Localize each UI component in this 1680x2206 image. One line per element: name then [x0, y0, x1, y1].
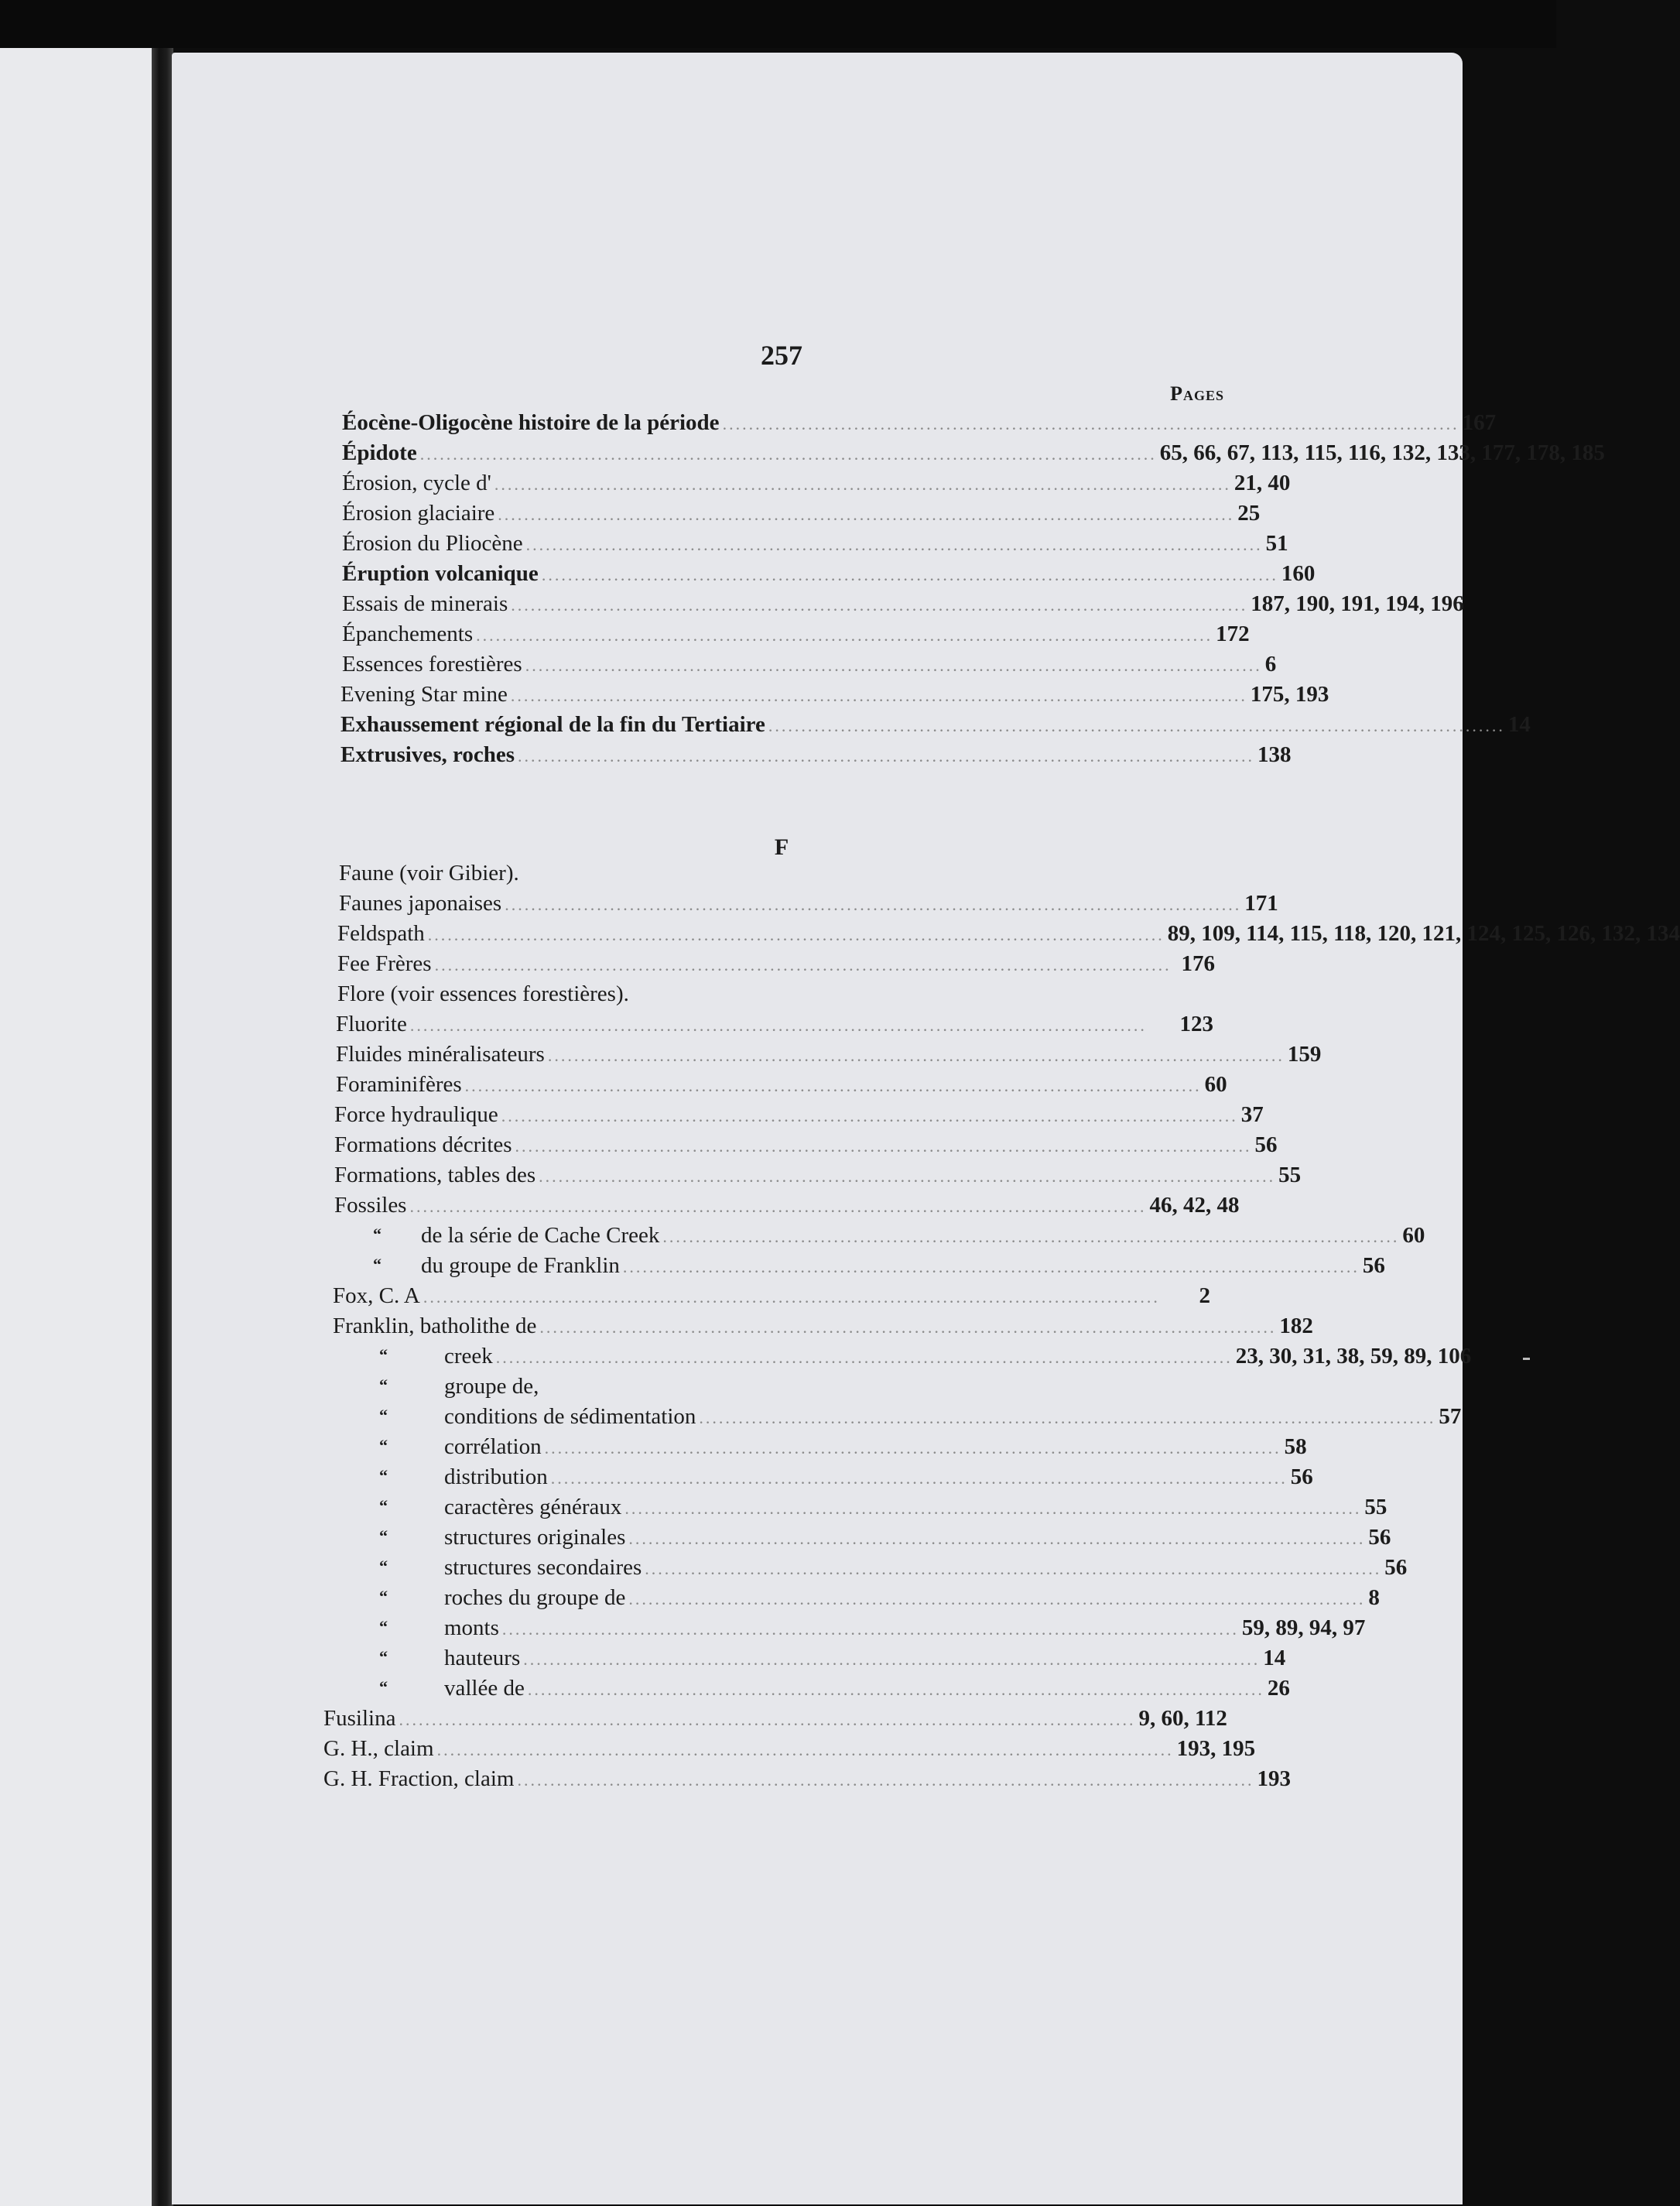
- scan-mark: [1523, 1358, 1530, 1360]
- entry-label: Érosion, cycle d': [342, 471, 491, 495]
- index-entry: [444, 1585, 1380, 1613]
- entry-pages: 176: [1181, 951, 1215, 976]
- index-entry: [340, 742, 1292, 770]
- dot-leader: ................................................................................................................: [501, 1106, 1238, 1125]
- entry-pages: 123: [1179, 1012, 1213, 1036]
- entry-pages: 51: [1265, 531, 1288, 556]
- entry-pages: 65, 66, 67, 113, 115, 116, 132, 133, 177, 178, 185: [1159, 440, 1605, 465]
- facing-page-edge: [0, 48, 152, 2206]
- index-entry: [342, 410, 1497, 438]
- entry-label: corrélation: [444, 1434, 542, 1459]
- dot-leader: ................................................................................................................: [505, 895, 1242, 914]
- entry-label: vallée de: [444, 1676, 525, 1701]
- dot-leader: ................................................................................................................: [399, 1710, 1136, 1729]
- entry-label: Exhaussement régional de la fin du Tertiaire: [340, 712, 765, 737]
- dot-leader: ................................................................................................................: [510, 686, 1247, 705]
- index-entry: [337, 981, 1215, 1009]
- dot-leader: ................................................................................................................: [517, 1770, 1254, 1790]
- dot-leader: ................................................................................................................: [628, 1589, 1366, 1608]
- entry-pages: 55: [1364, 1495, 1387, 1519]
- page-number: 257: [761, 340, 802, 371]
- ditto-mark: “: [379, 1345, 388, 1365]
- entry-pages: 138: [1257, 742, 1292, 767]
- entry-label: Flore (voir essences forestières).: [337, 981, 629, 1006]
- dot-leader: ................................................................................................................: [476, 625, 1213, 645]
- entry-label: structures originales: [444, 1525, 626, 1550]
- dot-leader: ................................................................................................................: [525, 656, 1262, 675]
- ditto-mark: “: [379, 1617, 388, 1636]
- entry-pages: 160: [1281, 561, 1316, 586]
- index-entry: [334, 1102, 1264, 1130]
- entry-label: roches du groupe de: [444, 1585, 626, 1610]
- index-entry: [333, 1283, 1210, 1311]
- index-entry: [444, 1404, 1462, 1432]
- dot-leader: ................................................................................................................: [501, 1619, 1239, 1639]
- pages-column-heading: Pages: [1170, 382, 1224, 405]
- dot-leader: ................................................................................................................: [699, 1408, 1436, 1427]
- index-entry: [334, 1132, 1278, 1160]
- index-entry: [342, 501, 1261, 529]
- dot-leader: ................................................................................................................: [525, 535, 1263, 554]
- entry-pages: 55: [1278, 1163, 1302, 1187]
- entry-pages: 58: [1284, 1434, 1307, 1459]
- index-entry: [444, 1464, 1313, 1492]
- entry-pages: 89, 109, 114, 115, 118, 120, 121, 124, 125, 126, 132, 134: [1167, 921, 1680, 946]
- section-letter-heading: F: [774, 834, 789, 860]
- entry-pages: 171: [1244, 891, 1278, 916]
- entry-label: Feldspath: [337, 921, 425, 946]
- index-entry: [342, 440, 1605, 468]
- entry-pages: 175, 193: [1250, 682, 1329, 707]
- entry-pages: 59, 89, 94, 97: [1241, 1615, 1366, 1640]
- entry-pages: 60: [1402, 1223, 1425, 1248]
- dot-leader: ................................................................................................................: [427, 925, 1165, 944]
- entry-label: hauteurs: [444, 1646, 521, 1670]
- entry-pages: 187, 190, 191, 194, 196: [1251, 591, 1464, 616]
- index-entry: [444, 1344, 1472, 1372]
- ditto-mark: “: [373, 1255, 382, 1274]
- index-entry: [337, 951, 1215, 979]
- dot-leader: ................................................................................................................: [645, 1559, 1382, 1578]
- entry-label: Essences forestières: [342, 652, 522, 677]
- entry-label: Fee Frères: [337, 951, 432, 976]
- ditto-mark: “: [379, 1406, 388, 1425]
- dot-leader: ................................................................................................................: [544, 1438, 1281, 1458]
- dot-leader: ................................................................................................................: [495, 1348, 1233, 1367]
- dot-leader: ................................................................................................................: [722, 414, 1459, 433]
- entry-pages: 25: [1237, 501, 1261, 526]
- entry-label: du groupe de Franklin: [421, 1253, 620, 1278]
- index-entry: [336, 1012, 1213, 1040]
- index-entry: [342, 531, 1288, 559]
- entry-label: monts: [444, 1615, 499, 1640]
- entry-label: de la série de Cache Creek: [421, 1223, 660, 1248]
- dot-leader: ................................................................................................................: [436, 1740, 1174, 1759]
- dot-leader: ................................................................................................................: [622, 1257, 1360, 1276]
- dot-leader: ................................................................................................................: [434, 955, 1172, 975]
- dot-leader: ................................................................................................................: [539, 1166, 1276, 1186]
- index-entry: [421, 1223, 1425, 1251]
- index-entry: [444, 1495, 1387, 1523]
- ditto-mark: “: [379, 1587, 388, 1606]
- entry-label: groupe de,: [444, 1374, 539, 1399]
- entry-label: Formations décrites: [334, 1132, 512, 1157]
- dot-leader: ................................................................................................................: [423, 1287, 1160, 1307]
- ditto-mark: “: [373, 1225, 382, 1244]
- entry-label: Fluorite: [336, 1012, 407, 1036]
- entry-pages: 56: [1384, 1555, 1408, 1580]
- index-entry: [444, 1525, 1391, 1553]
- entry-pages: 159: [1287, 1042, 1322, 1067]
- dot-leader: ................................................................................................................: [541, 565, 1278, 584]
- entry-pages: 56: [1368, 1525, 1391, 1550]
- dot-leader: ................................................................................................................: [527, 1680, 1264, 1699]
- entry-label: G. H. Fraction, claim: [323, 1766, 515, 1791]
- entry-pages: 26: [1267, 1676, 1290, 1701]
- dot-leader: ................................................................................................................: [464, 1076, 1202, 1095]
- entry-label: caractères généraux: [444, 1495, 622, 1519]
- index-entry: [339, 861, 1216, 889]
- dot-leader: ................................................................................................................: [518, 746, 1255, 766]
- index-entry: [342, 591, 1464, 619]
- index-entry: [333, 1314, 1313, 1341]
- entry-pages: 46, 42, 48: [1149, 1193, 1240, 1218]
- dot-leader: ................................................................................................................: [523, 1649, 1261, 1669]
- entry-label: Érosion du Pliocène: [342, 531, 523, 556]
- index-entry: [444, 1374, 1210, 1402]
- index-entry: [340, 712, 1531, 740]
- entry-label: Épanchements: [342, 622, 474, 646]
- ditto-mark: “: [379, 1557, 388, 1576]
- dot-leader: ................................................................................................................: [547, 1046, 1285, 1065]
- ditto-mark: “: [379, 1647, 388, 1666]
- entry-pages: 182: [1279, 1314, 1313, 1338]
- entry-pages: 14: [1507, 712, 1531, 737]
- entry-label: Fluides minéralisateurs: [336, 1042, 545, 1067]
- dot-leader: ................................................................................................................: [409, 1016, 1147, 1035]
- entry-pages: 6: [1264, 652, 1277, 677]
- index-entry: [334, 1163, 1302, 1190]
- index-entry: [342, 622, 1250, 649]
- dot-leader: ................................................................................................................: [515, 1136, 1252, 1156]
- index-entry: [334, 1193, 1240, 1221]
- entry-label: Extrusives, roches: [340, 742, 515, 767]
- index-entry: [421, 1253, 1385, 1281]
- dot-leader: ................................................................................................................: [498, 505, 1235, 524]
- dot-leader: ................................................................................................................: [494, 474, 1231, 494]
- dot-leader: ................................................................................................................: [628, 1529, 1366, 1548]
- entry-label: Faunes japonaises: [339, 891, 502, 916]
- entry-label: Éruption volcanique: [342, 561, 539, 586]
- entry-pages: 57: [1439, 1404, 1462, 1429]
- scan-top-border: [0, 0, 1556, 48]
- index-entry: [339, 891, 1278, 919]
- index-entry: [323, 1736, 1256, 1764]
- dot-leader: ................................................................................................................: [511, 595, 1248, 615]
- entry-label: Épidote: [342, 440, 417, 465]
- index-entry: [444, 1615, 1366, 1643]
- entry-pages: 8: [1368, 1585, 1380, 1610]
- ditto-mark: “: [379, 1375, 388, 1395]
- ditto-mark: “: [379, 1466, 388, 1485]
- entry-label: Force hydraulique: [334, 1102, 498, 1127]
- entry-label: Éocène-Oligocène histoire de la période: [342, 410, 720, 435]
- entry-label: Foraminifères: [336, 1072, 462, 1097]
- index-entry: [323, 1706, 1227, 1734]
- entry-pages: 14: [1263, 1646, 1286, 1670]
- index-entry: [323, 1766, 1291, 1794]
- entry-pages: 60: [1204, 1072, 1227, 1097]
- entry-pages: 193, 195: [1176, 1736, 1256, 1761]
- entry-pages: 172: [1216, 622, 1250, 646]
- dot-leader: ................................................................................................................: [768, 716, 1505, 735]
- index-entry: [336, 1042, 1322, 1070]
- entry-label: Fusilina: [323, 1706, 396, 1731]
- entry-label: Fossiles: [334, 1193, 407, 1218]
- index-entry: [342, 652, 1277, 680]
- index-entry: [342, 471, 1291, 498]
- dot-leader: ................................................................................................................: [550, 1468, 1288, 1488]
- ditto-mark: “: [379, 1526, 388, 1546]
- entry-pages: 9, 60, 112: [1138, 1706, 1227, 1731]
- entry-pages: 193: [1257, 1766, 1291, 1791]
- entry-label: Formations, tables des: [334, 1163, 536, 1187]
- book-gutter: [152, 48, 173, 2206]
- dot-leader: ................................................................................................................: [662, 1227, 1400, 1246]
- dot-leader: ................................................................................................................: [624, 1499, 1362, 1518]
- entry-label: Fox, C. A: [333, 1283, 420, 1308]
- entry-pages: 2: [1199, 1283, 1210, 1308]
- entry-label: Érosion glaciaire: [342, 501, 495, 526]
- entry-label: creek: [444, 1344, 493, 1368]
- index-entry: [337, 921, 1680, 949]
- entry-pages: 23, 30, 31, 38, 59, 89, 106: [1235, 1344, 1472, 1368]
- entry-pages: 56: [1362, 1253, 1385, 1278]
- index-entry: [342, 561, 1316, 589]
- entry-label: structures secondaires: [444, 1555, 642, 1580]
- entry-label: conditions de sédimentation: [444, 1404, 696, 1429]
- entry-label: Faune (voir Gibier).: [339, 861, 519, 885]
- ditto-mark: “: [379, 1496, 388, 1516]
- dot-leader: ................................................................................................................: [409, 1197, 1147, 1216]
- entry-pages: 56: [1290, 1464, 1313, 1489]
- entry-label: Evening Star mine: [340, 682, 508, 707]
- index-entry: [444, 1646, 1286, 1673]
- entry-label: G. H., claim: [323, 1736, 434, 1761]
- entry-pages: 21, 40: [1233, 471, 1291, 495]
- dot-leader: ................................................................................................................: [539, 1317, 1277, 1337]
- ditto-mark: “: [379, 1436, 388, 1455]
- index-entry: [340, 682, 1329, 710]
- entry-pages: 56: [1254, 1132, 1278, 1157]
- entry-pages: 37: [1240, 1102, 1264, 1127]
- entry-pages: 167: [1462, 410, 1497, 435]
- dot-leader: ................................................................................................................: [419, 444, 1157, 464]
- index-entry: [444, 1676, 1290, 1704]
- entry-label: Franklin, batholithe de: [333, 1314, 537, 1338]
- ditto-mark: “: [379, 1677, 388, 1697]
- index-entry: [444, 1555, 1408, 1583]
- index-entry: [336, 1072, 1227, 1100]
- entry-label: distribution: [444, 1464, 548, 1489]
- index-entry: [444, 1434, 1307, 1462]
- entry-label: Essais de minerais: [342, 591, 508, 616]
